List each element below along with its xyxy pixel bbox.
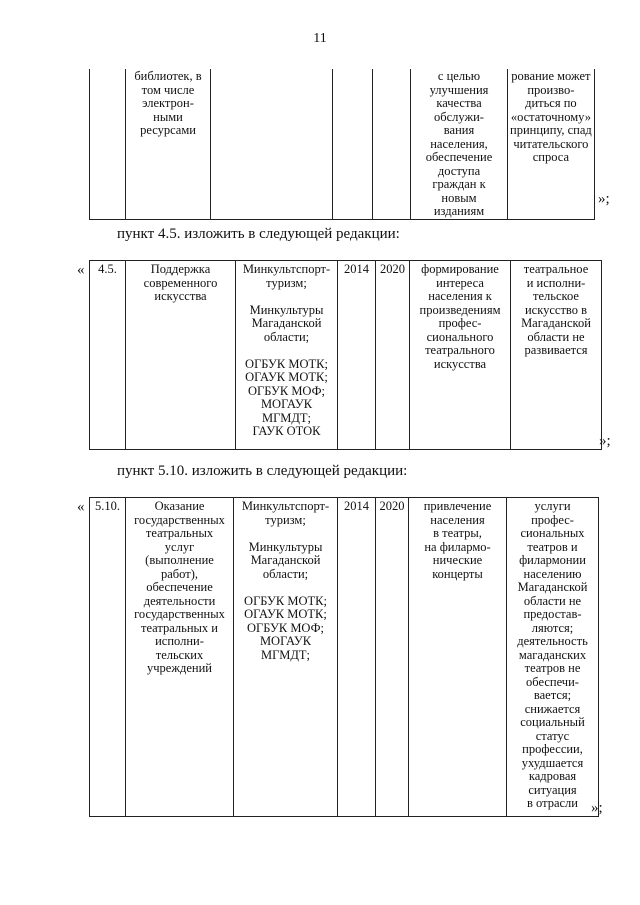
cell-line: населения к [428,289,492,303]
cell-line: деятельности [143,593,216,608]
cell-line: ОГАУК МОТК; [244,607,327,621]
cell-line: граждан к [432,177,486,191]
cell-line: МГМДТ; [261,647,310,662]
cell-line: искусства [154,289,207,303]
cell-line: концерты [432,566,483,581]
cell-line: изданиям [433,204,485,218]
cell-line: туризм; [266,275,307,290]
cell-line: произво- [527,82,575,97]
cell-line: с целью [437,69,481,83]
item-4-5-open-quote: « [77,262,85,278]
cell-line: театральных и [140,620,218,635]
cell-line: магаданских [518,647,587,662]
cell-line: доступа [437,163,481,178]
cell-end-year [373,69,411,219]
cell-line: Минкультспорт- [242,262,331,276]
cell-line: электрон- [142,96,194,110]
cell-line: качества [436,96,482,110]
cell-line: области; [263,329,310,344]
cell-line: искусства [433,356,487,371]
continuation-close-quote: »; [598,191,610,207]
cell-executor [236,261,338,450]
cell-line: государственных [134,607,225,621]
cell-line: 5.10. [95,499,120,513]
cell-line: МОГАУК [259,634,312,648]
cell-line: в отрасли [526,796,578,810]
cell-line: развивается [524,343,588,357]
item-5-10-close-quote: »; [591,800,603,816]
cell-line [238,344,335,358]
cell-line: ГАУК ОТОК [252,424,321,438]
cell-end-year [376,261,410,450]
cell-line: исполни- [155,634,204,648]
cell-line: филармонии [519,553,586,567]
cell-line: на филармо- [424,539,491,554]
cell-line: современного [143,275,218,290]
cell-line: услуги [534,499,571,513]
cell-line: «остаточному» [510,109,591,124]
cell-start-year [338,498,376,817]
cell-line: (выполнение [145,553,214,567]
cell-line: интереса [436,275,484,290]
cell-line: статус [535,728,570,743]
cell-line: в театры, [433,526,482,540]
cell-line: новым [441,190,477,205]
cell-line: произведениям [419,302,501,317]
cell-line: 2014 [344,499,369,513]
cell-line: услуг [164,539,195,554]
cell-line: тельское [533,289,579,303]
cell-line: ными [153,109,183,124]
cell-line: обеспечи- [526,674,579,689]
cell-line: том числе [141,82,195,97]
cell-line: обслужи- [434,109,484,124]
cell-line: 4.5. [98,262,117,276]
item-4-5-table [89,260,602,450]
cell-line: ОГБУК МОФ; [248,383,325,398]
cell-number [90,261,126,450]
cell-line: принципу, спад [510,123,592,137]
cell-title [126,69,211,219]
cell-consequence [507,498,599,817]
cell-line: диться по [525,96,577,110]
cell-line [236,527,335,541]
cell-line: государственных [134,512,225,527]
cell-line: спроса [532,150,570,164]
cell-line: ситуация [528,782,577,797]
cell-title [126,498,234,817]
item-4-5-heading: пункт 4.5. изложить в следующей редакции: [117,226,400,242]
cell-line: населению [523,566,582,581]
cell-line: театральных [145,526,214,540]
item-5-10-table [89,497,599,817]
cell-number [90,498,126,817]
cell-line: ОГБУК МОТК; [244,593,327,608]
cell-line: театральное [523,262,589,276]
cell-line: области; [262,566,309,581]
cell-line: ОГАУК МОТК; [245,370,328,384]
cell-line: ОГБУК МОФ; [247,620,324,635]
cell-line: театров не [524,661,581,675]
cell-line: театров и [527,539,578,554]
cell-line: профес- [438,316,482,330]
cell-line: профессии, [522,742,583,756]
cell-line: туризм; [265,512,306,527]
cell-end-year [376,498,409,817]
cell-line: искусство в [524,302,588,317]
cell-number [90,69,126,219]
cell-line: привлечение [423,499,492,513]
cell-line: области не [523,593,582,608]
cell-line: 2020 [380,262,405,276]
cell-line: вается; [533,688,572,702]
cell-line: 2014 [344,262,369,276]
cell-line: обеспечение [425,150,493,164]
cell-line: деятельность [517,634,588,648]
item-5-10-heading: пункт 5.10. изложить в следующей редакции: [117,463,408,479]
cell-start-year [338,261,376,450]
cell-line: ухудшается [521,755,584,770]
cell-line: читательского [513,136,589,151]
cell-line: области не [527,329,585,344]
cell-line: Поддержка [150,262,211,276]
cell-line: 2020 [379,499,405,513]
cell-line: обеспечение [146,580,213,594]
cell-line: профес- [531,512,574,527]
cell-line: вания [443,123,475,137]
cell-line: учреждений [147,661,212,675]
cell-start-year [333,69,373,219]
cell-line: сионального [426,329,494,344]
cell-line: Магаданской [517,580,588,594]
cell-line: Минкультуры [248,539,323,554]
cell-line: Магаданской [521,316,591,330]
cell-line: ляются; [531,620,574,635]
cell-title [126,261,236,450]
cell-line: улучшения [429,82,489,97]
cell-line: Магаданской [251,316,322,330]
cell-line [236,581,335,595]
cell-result [411,69,508,219]
cell-line: сиональных [520,526,585,540]
cell-line: библиотек, в [134,69,202,83]
cell-line: Минкультспорт- [241,499,330,513]
cell-line [238,290,335,304]
item-4-5-close-quote: »; [599,433,611,449]
cell-line: МОГАУК [260,397,313,411]
item-5-10-open-quote: « [77,499,85,515]
page-number: 11 [313,31,327,46]
cell-line: социальный [520,715,585,729]
cell-line: снижается [524,701,581,716]
cell-line: МГМДТ; [262,410,311,425]
cell-line: Минкультуры [249,302,324,317]
cell-line: формирование [421,262,499,276]
cell-line: предостав- [523,607,582,621]
cell-executor [234,498,338,817]
cell-consequence [508,69,595,219]
cell-line: Магаданской [250,553,321,567]
cell-line: Оказание [154,499,205,513]
cell-line: и исполни- [526,275,586,290]
cell-line: населения, [430,136,488,151]
cell-line: театрального [425,343,495,357]
cell-consequence [511,261,602,450]
continuation-table [89,69,595,220]
cell-line: ОГБУК МОТК; [245,356,328,371]
cell-line: населения [430,512,485,527]
cell-executor [211,69,333,219]
cell-line: нические [432,553,483,567]
cell-line: тельских [155,647,204,662]
cell-line: рование может [511,69,591,83]
cell-line: кадровая [528,769,577,783]
cell-line: работ), [161,566,198,581]
cell-result [409,498,507,817]
cell-line: ресурсами [140,123,196,137]
cell-result [410,261,511,450]
